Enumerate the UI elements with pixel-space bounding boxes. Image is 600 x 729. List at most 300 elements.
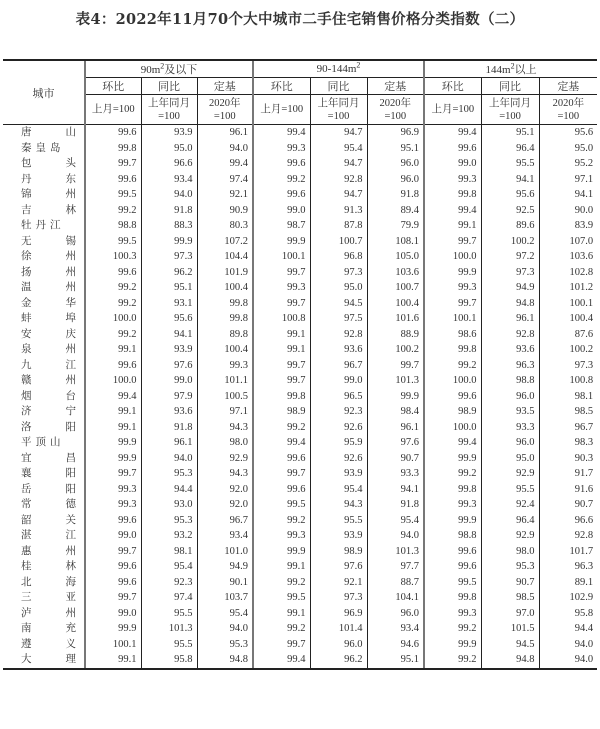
index-value: 97.2 — [481, 249, 539, 265]
index-value: 96.8 — [310, 249, 367, 265]
index-value: 100.2 — [367, 342, 424, 358]
index-value: 99.3 — [253, 528, 310, 544]
subheader-yoy: 同比 — [310, 78, 367, 95]
city-label: 济 宁 — [21, 406, 76, 418]
index-value: 92.4 — [481, 497, 539, 513]
city-name — [3, 637, 85, 653]
city-name — [3, 296, 85, 312]
index-value: 101.7 — [539, 544, 597, 560]
index-value: 99.1 — [253, 606, 310, 622]
table-row — [3, 590, 597, 606]
table-row — [3, 141, 597, 157]
index-value: 93.6 — [141, 404, 197, 420]
index-value: 91.7 — [539, 466, 597, 482]
base-header-line1: 2020年 — [552, 97, 585, 109]
index-value: 99.3 — [85, 482, 141, 498]
index-value: 95.2 — [539, 156, 597, 172]
index-value: 99.2 — [85, 327, 141, 343]
city-label: 洛 阳 — [21, 421, 76, 433]
index-value: 96.4 — [481, 141, 539, 157]
base-header-line1: 2020年 — [209, 97, 241, 109]
index-value: 99.5 — [253, 590, 310, 606]
index-value: 99.8 — [424, 590, 481, 606]
index-value: 99.7 — [253, 466, 310, 482]
index-value: 99.9 — [253, 234, 310, 250]
index-value: 108.1 — [367, 234, 424, 250]
index-value: 88.3 — [141, 218, 197, 234]
city-label: 牡丹江 — [21, 220, 65, 232]
index-value: 98.5 — [539, 404, 597, 420]
index-value: 99.0 — [85, 528, 141, 544]
base-header-line2: =100 — [158, 110, 180, 122]
index-value: 92.0 — [197, 482, 253, 498]
city-label: 九 江 — [21, 359, 76, 371]
index-value: 99.0 — [424, 156, 481, 172]
city-label: 泉 州 — [21, 344, 76, 356]
index-value: 100.1 — [424, 311, 481, 327]
city-label: 扬 州 — [21, 266, 76, 278]
index-value: 100.0 — [85, 373, 141, 389]
index-value: 98.9 — [424, 404, 481, 420]
table-row — [3, 296, 597, 312]
subheader-yoy: 同比 — [141, 78, 197, 95]
index-value: 94.7 — [310, 187, 367, 203]
index-value: 96.0 — [367, 172, 424, 188]
index-value: 99.5 — [85, 187, 141, 203]
index-value: 96.7 — [539, 420, 597, 436]
index-value: 99.9 — [424, 265, 481, 281]
city-label: 襄 阳 — [21, 468, 76, 480]
index-value: 102.8 — [539, 265, 597, 281]
index-value: 94.4 — [539, 621, 597, 637]
index-value: 100.4 — [367, 296, 424, 312]
index-value: 94.8 — [481, 652, 539, 669]
city-label: 唐 山 — [21, 127, 76, 139]
city-name — [3, 466, 85, 482]
city-label: 大 理 — [21, 654, 76, 666]
index-value: 98.8 — [85, 218, 141, 234]
index-value: 89.6 — [481, 218, 539, 234]
index-value: 98.6 — [424, 327, 481, 343]
base-header-line2: =100 — [213, 110, 236, 122]
index-value: 99.9 — [424, 513, 481, 529]
city-label: 韶 关 — [21, 514, 76, 526]
index-value: 104.1 — [367, 590, 424, 606]
index-value: 95.0 — [141, 141, 197, 157]
index-value: 99.2 — [424, 621, 481, 637]
city-label: 无 锡 — [21, 235, 76, 247]
index-value: 99.3 — [253, 280, 310, 296]
index-value: 99.2 — [85, 296, 141, 312]
index-value: 94.9 — [197, 559, 253, 575]
index-value: 99.6 — [253, 451, 310, 467]
city-label: 桂 林 — [21, 561, 76, 573]
table-row — [3, 404, 597, 420]
index-value: 92.6 — [310, 420, 367, 436]
index-value: 96.6 — [141, 156, 197, 172]
index-value: 97.3 — [310, 265, 367, 281]
city-name — [3, 156, 85, 172]
index-value: 91.6 — [539, 482, 597, 498]
base-header-mom — [85, 95, 141, 125]
index-value: 98.4 — [367, 404, 424, 420]
index-value: 97.6 — [310, 559, 367, 575]
table-row — [3, 358, 597, 374]
index-value: 100.8 — [253, 311, 310, 327]
index-value: 96.0 — [367, 156, 424, 172]
city-name — [3, 513, 85, 529]
index-value: 99.3 — [197, 358, 253, 374]
index-value: 92.8 — [481, 327, 539, 343]
table-row — [3, 466, 597, 482]
index-value: 99.3 — [424, 172, 481, 188]
index-value: 90.7 — [481, 575, 539, 591]
index-value: 90.9 — [197, 203, 253, 219]
subheader-mom: 环比 — [85, 78, 141, 95]
table-row — [3, 451, 597, 467]
index-value: 87.8 — [310, 218, 367, 234]
table-row — [3, 265, 597, 281]
index-value: 99.9 — [424, 637, 481, 653]
index-value: 89.4 — [367, 203, 424, 219]
table-row — [3, 435, 597, 451]
index-value: 94.6 — [367, 637, 424, 653]
index-value: 95.8 — [141, 652, 197, 669]
table-row — [3, 187, 597, 203]
table-row — [3, 125, 597, 141]
index-value: 99.2 — [424, 466, 481, 482]
city-name — [3, 265, 85, 281]
index-value: 99.6 — [253, 482, 310, 498]
index-value: 93.5 — [481, 404, 539, 420]
city-label: 湛 江 — [21, 530, 76, 542]
index-value: 99.4 — [253, 435, 310, 451]
index-value: 91.8 — [141, 420, 197, 436]
city-label: 徐 州 — [21, 251, 76, 263]
index-value: 101.5 — [481, 621, 539, 637]
city-name — [3, 125, 85, 141]
index-value: 98.7 — [253, 218, 310, 234]
city-column-header: 城市 — [3, 60, 85, 125]
index-value: 96.1 — [481, 311, 539, 327]
index-value: 95.4 — [310, 141, 367, 157]
index-value: 97.4 — [197, 172, 253, 188]
city-name — [3, 358, 85, 374]
base-header-line2: =100 — [327, 110, 350, 122]
table-row — [3, 575, 597, 591]
index-value: 99.6 — [85, 559, 141, 575]
index-value: 93.1 — [141, 296, 197, 312]
index-value: 99.3 — [424, 497, 481, 513]
index-value: 99.6 — [253, 187, 310, 203]
base-header-line1: 上年同月 — [489, 97, 532, 109]
index-value: 102.9 — [539, 590, 597, 606]
city-name — [3, 544, 85, 560]
index-value: 96.2 — [141, 265, 197, 281]
index-value: 103.6 — [367, 265, 424, 281]
index-value: 96.7 — [310, 358, 367, 374]
index-value: 99.3 — [253, 141, 310, 157]
city-name — [3, 497, 85, 513]
index-value: 100.1 — [539, 296, 597, 312]
index-value: 92.8 — [310, 172, 367, 188]
index-value: 99.7 — [424, 296, 481, 312]
index-value: 94.8 — [197, 652, 253, 669]
city-label: 包 头 — [21, 158, 76, 170]
index-value: 99.2 — [253, 575, 310, 591]
index-value: 97.3 — [481, 265, 539, 281]
index-value: 99.7 — [85, 466, 141, 482]
index-value: 98.1 — [141, 544, 197, 560]
index-value: 93.4 — [141, 172, 197, 188]
index-value: 101.0 — [197, 544, 253, 560]
index-value: 99.2 — [85, 203, 141, 219]
index-value: 99.3 — [85, 497, 141, 513]
index-value: 93.3 — [367, 466, 424, 482]
index-value: 99.1 — [85, 420, 141, 436]
index-value: 98.0 — [481, 544, 539, 560]
index-value: 99.0 — [310, 373, 367, 389]
index-value: 103.7 — [197, 590, 253, 606]
index-value: 92.9 — [481, 528, 539, 544]
index-value: 96.1 — [367, 420, 424, 436]
city-name — [3, 327, 85, 343]
index-value: 95.5 — [141, 637, 197, 653]
table-row — [3, 637, 597, 653]
index-value: 90.7 — [539, 497, 597, 513]
base-header-base — [197, 95, 253, 125]
index-value: 100.7 — [310, 234, 367, 250]
index-value: 99.8 — [424, 187, 481, 203]
index-value: 100.0 — [424, 373, 481, 389]
index-value: 99.8 — [85, 141, 141, 157]
index-value: 93.4 — [197, 528, 253, 544]
base-header-line1: 上月=100 — [260, 104, 304, 115]
index-value: 96.7 — [197, 513, 253, 529]
index-value: 94.1 — [141, 327, 197, 343]
index-value: 100.1 — [85, 637, 141, 653]
index-value: 93.9 — [141, 342, 197, 358]
base-header-base — [367, 95, 424, 125]
index-value: 96.3 — [539, 559, 597, 575]
table-row — [3, 327, 597, 343]
index-value: 94.0 — [367, 528, 424, 544]
index-value: 92.1 — [310, 575, 367, 591]
index-value: 99.8 — [424, 342, 481, 358]
city-name — [3, 172, 85, 188]
index-value: 95.6 — [539, 125, 597, 141]
index-value: 92.5 — [481, 203, 539, 219]
index-value: 97.1 — [539, 172, 597, 188]
index-value: 96.1 — [197, 125, 253, 141]
subheader-mom: 环比 — [253, 78, 310, 95]
index-value: 103.6 — [539, 249, 597, 265]
index-value: 99.4 — [253, 652, 310, 669]
index-value: 94.7 — [310, 156, 367, 172]
index-value: 101.4 — [310, 621, 367, 637]
base-header-line1: 上年同月 — [317, 97, 360, 109]
index-value: 88.7 — [367, 575, 424, 591]
city-name — [3, 311, 85, 327]
base-header-mom — [253, 95, 310, 125]
table-row — [3, 249, 597, 265]
index-value: 97.3 — [141, 249, 197, 265]
index-value: 98.1 — [539, 389, 597, 405]
index-value: 96.9 — [367, 125, 424, 141]
index-value: 98.8 — [424, 528, 481, 544]
city-label: 岳 阳 — [21, 483, 76, 495]
index-value: 97.4 — [141, 590, 197, 606]
index-value: 98.9 — [310, 544, 367, 560]
index-value: 100.1 — [253, 249, 310, 265]
index-value: 94.3 — [197, 466, 253, 482]
index-value: 99.6 — [253, 156, 310, 172]
table-row — [3, 156, 597, 172]
subheader-base: 定基 — [197, 78, 253, 95]
index-value: 99.3 — [424, 280, 481, 296]
city-label: 锦 州 — [21, 189, 76, 201]
base-header-line1: 上月=100 — [91, 104, 135, 115]
index-value: 99.7 — [85, 544, 141, 560]
index-value: 95.1 — [141, 280, 197, 296]
index-value: 99.6 — [85, 575, 141, 591]
city-label: 金 华 — [21, 297, 76, 309]
index-value: 95.1 — [367, 141, 424, 157]
table-row — [3, 234, 597, 250]
index-value: 92.3 — [310, 404, 367, 420]
index-value: 97.5 — [310, 311, 367, 327]
index-value: 105.0 — [367, 249, 424, 265]
index-value: 95.5 — [481, 156, 539, 172]
index-value: 101.3 — [141, 621, 197, 637]
base-header-line2: =100 — [499, 110, 521, 122]
index-value: 96.1 — [141, 435, 197, 451]
group-header-90-144: $90-144m^2$ — [253, 60, 424, 78]
city-label: 温 州 — [21, 282, 76, 294]
index-value: 100.2 — [539, 342, 597, 358]
index-value: 100.3 — [85, 249, 141, 265]
index-value: 96.4 — [481, 513, 539, 529]
city-label: 丹 东 — [21, 173, 76, 185]
index-value: 97.9 — [141, 389, 197, 405]
index-value: 99.6 — [85, 265, 141, 281]
subheader-yoy: 同比 — [481, 78, 539, 95]
base-header-line1: 2020年 — [379, 97, 412, 109]
index-value: 99.4 — [253, 125, 310, 141]
index-value: 99.8 — [197, 311, 253, 327]
table-row — [3, 373, 597, 389]
index-value: 95.0 — [539, 141, 597, 157]
group-header-144-above: $144m^2$以上 — [424, 60, 597, 78]
index-value: 100.4 — [539, 311, 597, 327]
city-label: 南 充 — [21, 623, 76, 635]
index-value: 99.1 — [253, 327, 310, 343]
base-header-mom — [424, 95, 481, 125]
index-value: 92.3 — [141, 575, 197, 591]
index-value: 96.0 — [481, 435, 539, 451]
index-value: 99.9 — [253, 544, 310, 560]
index-value: 100.5 — [197, 389, 253, 405]
index-value: 93.3 — [481, 420, 539, 436]
index-value: 100.4 — [197, 280, 253, 296]
index-value: 99.6 — [85, 513, 141, 529]
base-header-yoy — [141, 95, 197, 125]
table-row — [3, 544, 597, 560]
index-value: 94.0 — [141, 187, 197, 203]
index-value: 99.2 — [253, 172, 310, 188]
city-name — [3, 528, 85, 544]
city-label: 蚌 埠 — [21, 313, 76, 325]
index-value: 97.6 — [367, 435, 424, 451]
city-label: 安 庆 — [21, 328, 76, 340]
city-label: 宜 昌 — [21, 452, 76, 464]
city-label: 泸 州 — [21, 607, 76, 619]
city-name — [3, 373, 85, 389]
index-value: 99.1 — [424, 218, 481, 234]
city-name — [3, 482, 85, 498]
index-value: 96.0 — [481, 389, 539, 405]
city-name — [3, 249, 85, 265]
index-value: 97.3 — [539, 358, 597, 374]
table-row — [3, 218, 597, 234]
index-value: 95.5 — [310, 513, 367, 529]
index-value: 92.9 — [481, 466, 539, 482]
index-value: 90.3 — [539, 451, 597, 467]
city-label: 赣 州 — [21, 375, 76, 387]
index-value: 99.4 — [424, 203, 481, 219]
index-value: 96.6 — [539, 513, 597, 529]
index-value: 95.9 — [310, 435, 367, 451]
index-value: 95.0 — [310, 280, 367, 296]
index-value: 96.0 — [367, 606, 424, 622]
index-value: 99.6 — [85, 125, 141, 141]
base-header-yoy — [310, 95, 367, 125]
table-row — [3, 420, 597, 436]
table-row — [3, 172, 597, 188]
index-value: 100.0 — [424, 249, 481, 265]
index-value: 100.0 — [85, 311, 141, 327]
index-value: 99.2 — [85, 280, 141, 296]
index-value: 93.6 — [481, 342, 539, 358]
index-value: 95.1 — [367, 652, 424, 669]
city-name — [3, 218, 85, 234]
index-value: 91.8 — [367, 497, 424, 513]
index-value: 89.8 — [197, 327, 253, 343]
table-row — [3, 203, 597, 219]
index-value: 99.9 — [85, 435, 141, 451]
index-value: 94.5 — [481, 637, 539, 653]
index-value: 95.4 — [141, 559, 197, 575]
index-value: 101.2 — [539, 280, 597, 296]
index-value: 94.0 — [539, 652, 597, 669]
index-value: 95.3 — [481, 559, 539, 575]
index-value: 99.0 — [253, 203, 310, 219]
index-value: 91.3 — [310, 203, 367, 219]
city-label: 北 海 — [21, 576, 76, 588]
index-value: 93.9 — [141, 125, 197, 141]
table-title: 表4：2022年11月70个大中城市二手住宅销售价格分类指数（二） — [75, 11, 525, 28]
index-value: 99.7 — [85, 156, 141, 172]
index-value: 90.7 — [367, 451, 424, 467]
base-header-line2: =100 — [557, 110, 580, 122]
index-value: 101.3 — [367, 544, 424, 560]
index-value: 92.0 — [197, 497, 253, 513]
base-header-yoy — [481, 95, 539, 125]
index-value: 100.2 — [481, 234, 539, 250]
index-value: 99.5 — [424, 575, 481, 591]
index-value: 95.6 — [141, 311, 197, 327]
index-value: 97.3 — [310, 590, 367, 606]
